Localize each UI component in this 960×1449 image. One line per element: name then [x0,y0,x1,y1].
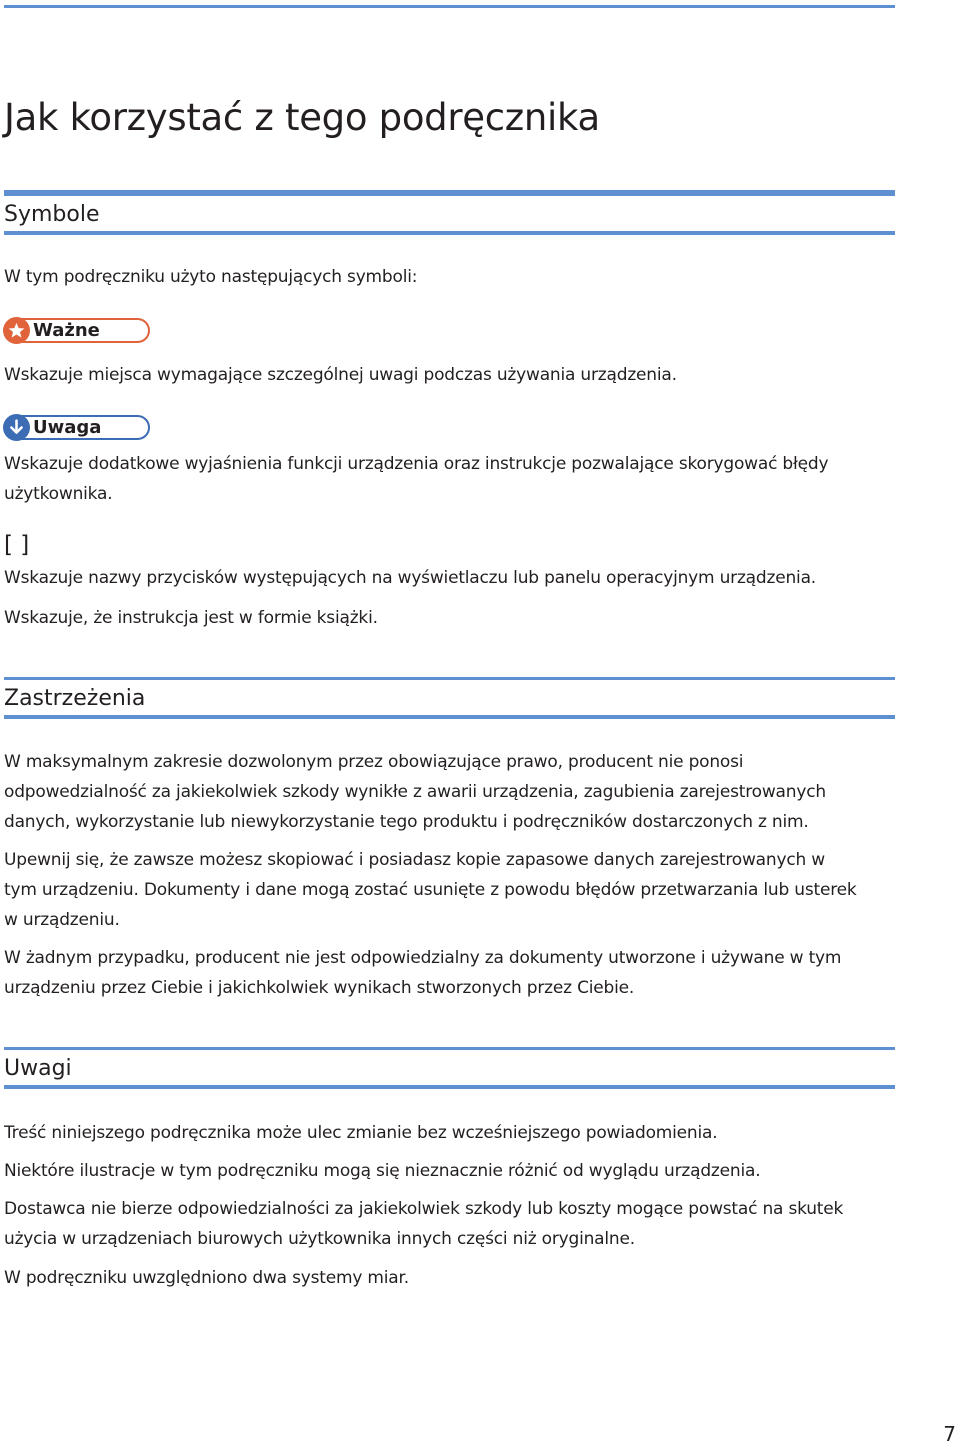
note-description-line1: Wskazuje dodatkowe wyjaśnienia funkcji urządzenia oraz instrukcje pozwalające skorygować błędy [4,454,829,474]
disclaimer-p1-line3: danych, wykorzystanie lub niewykorzystanie tego produktu i podręczników dostarczonych z nim. [4,812,809,832]
notes-p3-line1: Dostawca nie bierze odpowiedzialności za jakiekolwiek szkody lub koszty mogące powstać na skutek [4,1199,844,1219]
disclaimer-p1-line1: W maksymalnym zakresie dozwolonym przez obowiązujące prawo, producent nie ponosi [4,752,744,772]
brackets-symbol: [ ] [4,532,30,558]
section-header-notes [4,1047,895,1089]
notes-p3-line2: użycia w urządzeniach biurowych użytkownika innych części niż oryginalne. [4,1229,635,1249]
disclaimer-p2-line3: w urządzeniu. [4,910,120,930]
book-description: Wskazuje, że instrukcja jest w formie książki. [4,608,378,628]
important-description: Wskazuje miejsca wymagające szczególnej uwagi podczas używania urządzenia. [4,365,677,385]
section-title-symbols: Symbole [4,202,100,227]
note-badge [4,415,150,440]
brackets-description: Wskazuje nazwy przycisków występujących na wyświetlaczu lub panelu operacyjnym urządzenia. [4,568,816,588]
section-rule-bottom [4,1085,895,1089]
star-icon [3,317,30,344]
section-title-notes: Uwagi [4,1056,72,1081]
notes-p1: Treść niniejszego podręcznika może ulec zmianie bez wcześniejszego powiadomienia. [4,1123,718,1143]
notes-p2: Niektóre ilustracje w tym podręczniku mogą się nieznacznie różnić od wyglądu urządzenia. [4,1161,761,1181]
note-description-line2: użytkownika. [4,484,113,504]
section-rule-bottom [4,715,895,719]
important-badge [4,318,150,343]
disclaimer-p1-line2: odpowedzialność za jakiekolwiek szkody wynikłe z awarii urządzenia, zagubienia zarejestrowanych [4,782,826,802]
disclaimer-p3-line2: urządzeniu przez Ciebie i jakichkolwiek wynikach stworzonych przez Ciebie. [4,978,635,998]
section-header-disclaimers [4,677,895,719]
disclaimer-p2-line1: Upewnij się, że zawsze możesz skopiować i posiadasz kopie zapasowe danych zarejestrowanych w [4,850,825,870]
symbols-intro: W tym podręczniku użyto następujących symboli: [4,267,418,287]
important-label: Ważne [33,320,100,341]
section-title-disclaimers: Zastrzeżenia [4,686,146,711]
page-number: 7 [943,1422,956,1446]
arrow-down-icon [3,414,30,441]
top-rule [4,5,895,8]
note-label: Uwaga [33,417,102,438]
disclaimer-p2-line2: tym urządzeniu. Dokumenty i dane mogą zostać usunięte z powodu błędów przetwarzania lub usterek [4,880,857,900]
section-rule-bottom [4,231,895,235]
notes-p4: W podręczniku uwzględniono dwa systemy miar. [4,1268,409,1288]
disclaimer-p3-line1: W żadnym przypadku, producent nie jest odpowiedzialny za dokumenty utworzone i używane w tym [4,948,842,968]
section-header-symbols [4,190,895,235]
page-title: Jak korzystać z tego podręcznika [4,96,600,139]
